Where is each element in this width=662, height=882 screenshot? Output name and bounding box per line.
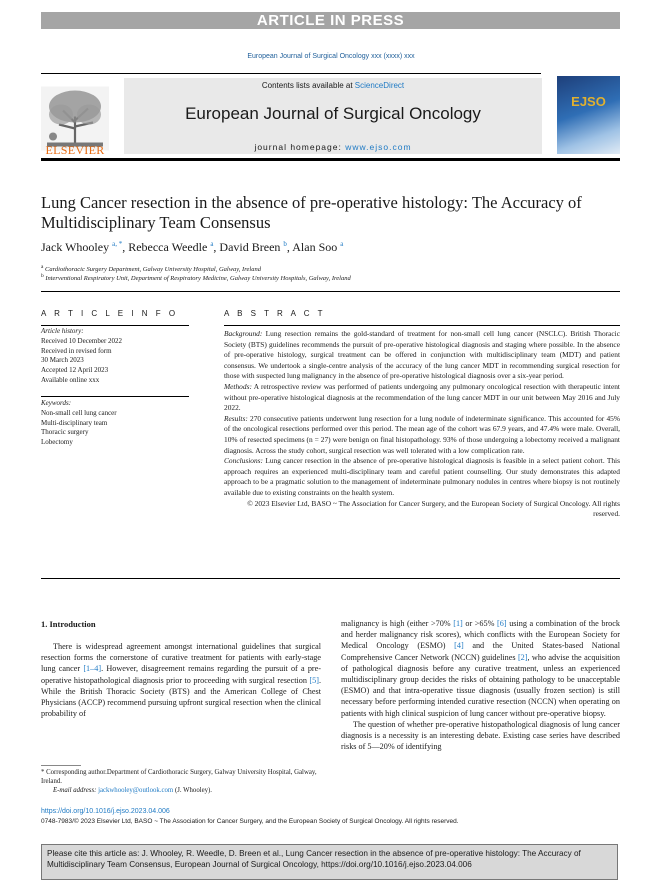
abstract-methods: Methods: A retrospective review was performed of patients undergoing any pulmonary oncological resection with therapeutic intent without pre-operative histological diagnosis at the recommendation of the lung cancer MDT in our unit between May 2016 and July 2022. xyxy=(224,381,620,413)
abstract-body xyxy=(224,329,620,520)
author-affiliation-link[interactable]: a xyxy=(210,240,214,248)
abstract-heading: A B S T R A C T xyxy=(224,309,326,318)
keyword-item: Non-small cell lung cancer xyxy=(41,408,117,417)
journal-cover-image xyxy=(557,76,620,154)
keyword-item: Thoracic surgery xyxy=(41,428,89,437)
intro-paragraph: The question of whether pre-operative histopathological diagnosis of lung cancer diagnosis is a necessity is an interesting debate. Existing case series have described risks of 5—20% of identifying xyxy=(341,719,620,752)
affiliation-b: $^b$ Interventional Respiratory Unit, Department of Respiratory Medicine, Galway University Hospitals, Galway, Ireland xyxy=(41,273,351,283)
abstract-copyright: © 2023 Elsevier Ltd, BASO ~ The Association for Cancer Surgery, and the European Society of Surgical Oncology. All rights reserved. xyxy=(247,498,620,519)
article-info xyxy=(41,327,189,386)
author-list: Jack Whooley $^{a, *}$, Rebecca Weedle $^a$, David Breen $^b$, Alan Soo $^a$ xyxy=(41,240,344,254)
article-in-press-banner: ARTICLE IN PRESS xyxy=(41,12,620,29)
affiliation-a: $^a$ Cardiothoracic Surgery Department, Galway University Hospital, Galway, Ireland xyxy=(41,264,261,274)
journal-homepage-line xyxy=(124,142,542,152)
corresponding-author-footnote xyxy=(41,768,323,795)
author-affiliation-link[interactable]: a xyxy=(340,240,344,248)
citation-link[interactable]: [1–4] xyxy=(83,664,102,674)
homepage-prefix: journal homepage: xyxy=(254,142,342,152)
author-name: David Breen xyxy=(219,240,281,254)
citation-link[interactable]: [1] xyxy=(453,619,463,628)
sciencedirect-link[interactable]: ScienceDirect xyxy=(354,81,405,90)
journal-title: European Journal of Surgical Oncology xyxy=(185,104,481,123)
history-item: Available online xxx xyxy=(41,375,100,384)
history-item: 30 March 2023 xyxy=(41,356,84,365)
intro-paragraph: malignancy is high (either >70% [1] or >65% [6] using a combination of the brock and herder malignancy risk scores), which conflicts with the European Society for Medical Oncology (ESMO) [4] and the United States-based National Comprehensive Cancer Network (NCCN) guidelines [2], who advise the acquisition of pathological diagnosis before any curative treatment, unless an experienced multidisciplinary group decides the risks of obtaining pathology to be unacceptable (ESMO) and that intra-operative tissue diagnosis (usually frozen section) is still necessary before performing intended curative resection (NCCN) when operating on patients with high clinical suspicion of lung cancer without pre-operative biopsy. xyxy=(341,619,620,718)
author-affiliation-link[interactable]: b xyxy=(283,240,287,248)
abstract-rule xyxy=(224,325,620,326)
abstract-divider xyxy=(41,578,620,579)
history-label: Article history: xyxy=(41,327,84,335)
keywords-label: Keywords: xyxy=(41,399,72,407)
author-name: Rebecca Weedle xyxy=(128,240,208,254)
homepage-link[interactable]: www.ejso.com xyxy=(345,142,412,152)
body-column-left xyxy=(41,641,321,719)
footnote-rule xyxy=(41,765,81,766)
contents-line xyxy=(124,81,542,90)
keywords xyxy=(41,399,189,448)
citation-link[interactable]: [4] xyxy=(454,641,464,651)
journal-reference[interactable]: European Journal of Surgical Oncology xxx (xxxx) xxx xyxy=(247,53,415,60)
email-link[interactable]: jackwhooley@outlook.com xyxy=(98,787,174,794)
article-info-heading: A R T I C L E I N F O xyxy=(41,309,179,318)
keyword-item: Lobectomy xyxy=(41,438,73,447)
masthead-bottom-rule xyxy=(41,158,620,161)
keywords-rule xyxy=(41,396,189,397)
header-divider xyxy=(41,291,620,292)
abstract-background: Background: Lung resection remains the gold-standard of treatment for non-small cell lung cancer (NSCLC). British Thoracic Society (BTS) guidelines recommends the pursuit of pre-operative histological diagnosis and staging where possible. In the absence of pre-operative histology, surgical treatment can be offered in conjunction with multidisciplinary team (MDT) and patient consensus. We undertook a single-centre analysis of the accuracy of the lung cancer MDT in recommending surgical resection for those with suspected lung malignancy in the absence of pre-operative histological diagnosis over a six-year period. xyxy=(224,329,620,381)
history-item: Received in revised form xyxy=(41,346,112,355)
email-line: E-mail address: jackwhooley@outlook.com (J. Whooley). xyxy=(53,787,212,794)
author-name: Alan Soo xyxy=(292,240,338,254)
intro-paragraph: There is widespread agreement amongst international guidelines that surgical resection forms the cornerstone of curative treatment for patients with early-stage lung cancer [1–4]. However, disagreement remains regarding the pursuit of a pre-operative histopathological diagnosis prior to proceeding with surgical resection [5]. While the British Thoracic Society (BTS) and the American College of Chest Physicians (ACCP) recommend pursuing upfront surgical resection when the clinical probability of xyxy=(41,642,321,719)
introduction-heading: 1. Introduction xyxy=(41,619,96,629)
citation-link[interactable]: [5] xyxy=(309,675,319,685)
article-info-rule xyxy=(41,325,189,326)
author-affiliation-link[interactable]: a, * xyxy=(112,240,123,248)
article-title: Lung Cancer resection in the absence of pre-operative histology: The Accuracy of Multidisciplinary Team Consensus xyxy=(41,193,582,232)
body-column-right xyxy=(341,618,620,752)
history-item: Accepted 12 April 2023 xyxy=(41,366,109,375)
contents-prefix: Contents lists available at xyxy=(261,81,353,90)
corresponding-author-note: * Corresponding author.Department of Cardiothoracic Surgery, Galway University Hospital, Galway, Ireland. xyxy=(41,769,317,785)
author-name: Jack Whooley xyxy=(41,240,110,254)
citation-box: Please cite this article as: J. Whooley, R. Weedle, D. Breen et al., Lung Cancer resection in the absence of pre-operative histology: The Accuracy of Multidisciplinary Team Consensus, European Journal of Surgical Oncology, https://doi.org/10.1016/j.ejso.2023.04.006 xyxy=(41,844,618,880)
elsevier-wordmark: ELSEVIER xyxy=(45,143,105,157)
history-item: Received 10 December 2022 xyxy=(41,336,123,345)
issn-copyright: 0748-7983/© 2023 Elsevier Ltd, BASO ~ The Association for Cancer Surgery, and the European Society of Surgical Oncology. All rights reserved. xyxy=(41,818,459,825)
masthead-top-rule xyxy=(41,73,541,74)
doi-link[interactable]: https://doi.org/10.1016/j.ejso.2023.04.006 xyxy=(41,808,170,815)
keyword-item: Multi-disciplinary team xyxy=(41,418,108,427)
citation-link[interactable]: [2] xyxy=(517,652,528,662)
abstract-results: Results: 270 consecutive patients underwent lung resection for a lung nodule of indeterminate significance. This accounted for 45% of the oncological resections performed over this period. The mean age of the cohort was 67.9 years, and 47.4% were male. Overall, 10% of resected specimens (n = 27) were benign on final histopathology. 93% of those undergoing a lobectomy received a malignant diagnosis. Across the study cohort, surgical resection was well tolerated with a low complication rate. xyxy=(224,413,620,455)
citation-link[interactable]: [6] xyxy=(497,619,507,628)
abstract-conclusions: Conclusions: Lung cancer resection in the absence of pre-operative histological diagnosis is feasible in a select patient cohort. This approach requires an experienced multi-disciplinary team and careful patient counselling. Our study demonstrates this adapted approach to be a pragmatic solution to the management of indeterminate pulmonary nodules in centres where biopsy is not routinely available due to existing constraints on the health system. xyxy=(224,456,620,497)
journal-cover-title: EJSO xyxy=(571,94,606,109)
